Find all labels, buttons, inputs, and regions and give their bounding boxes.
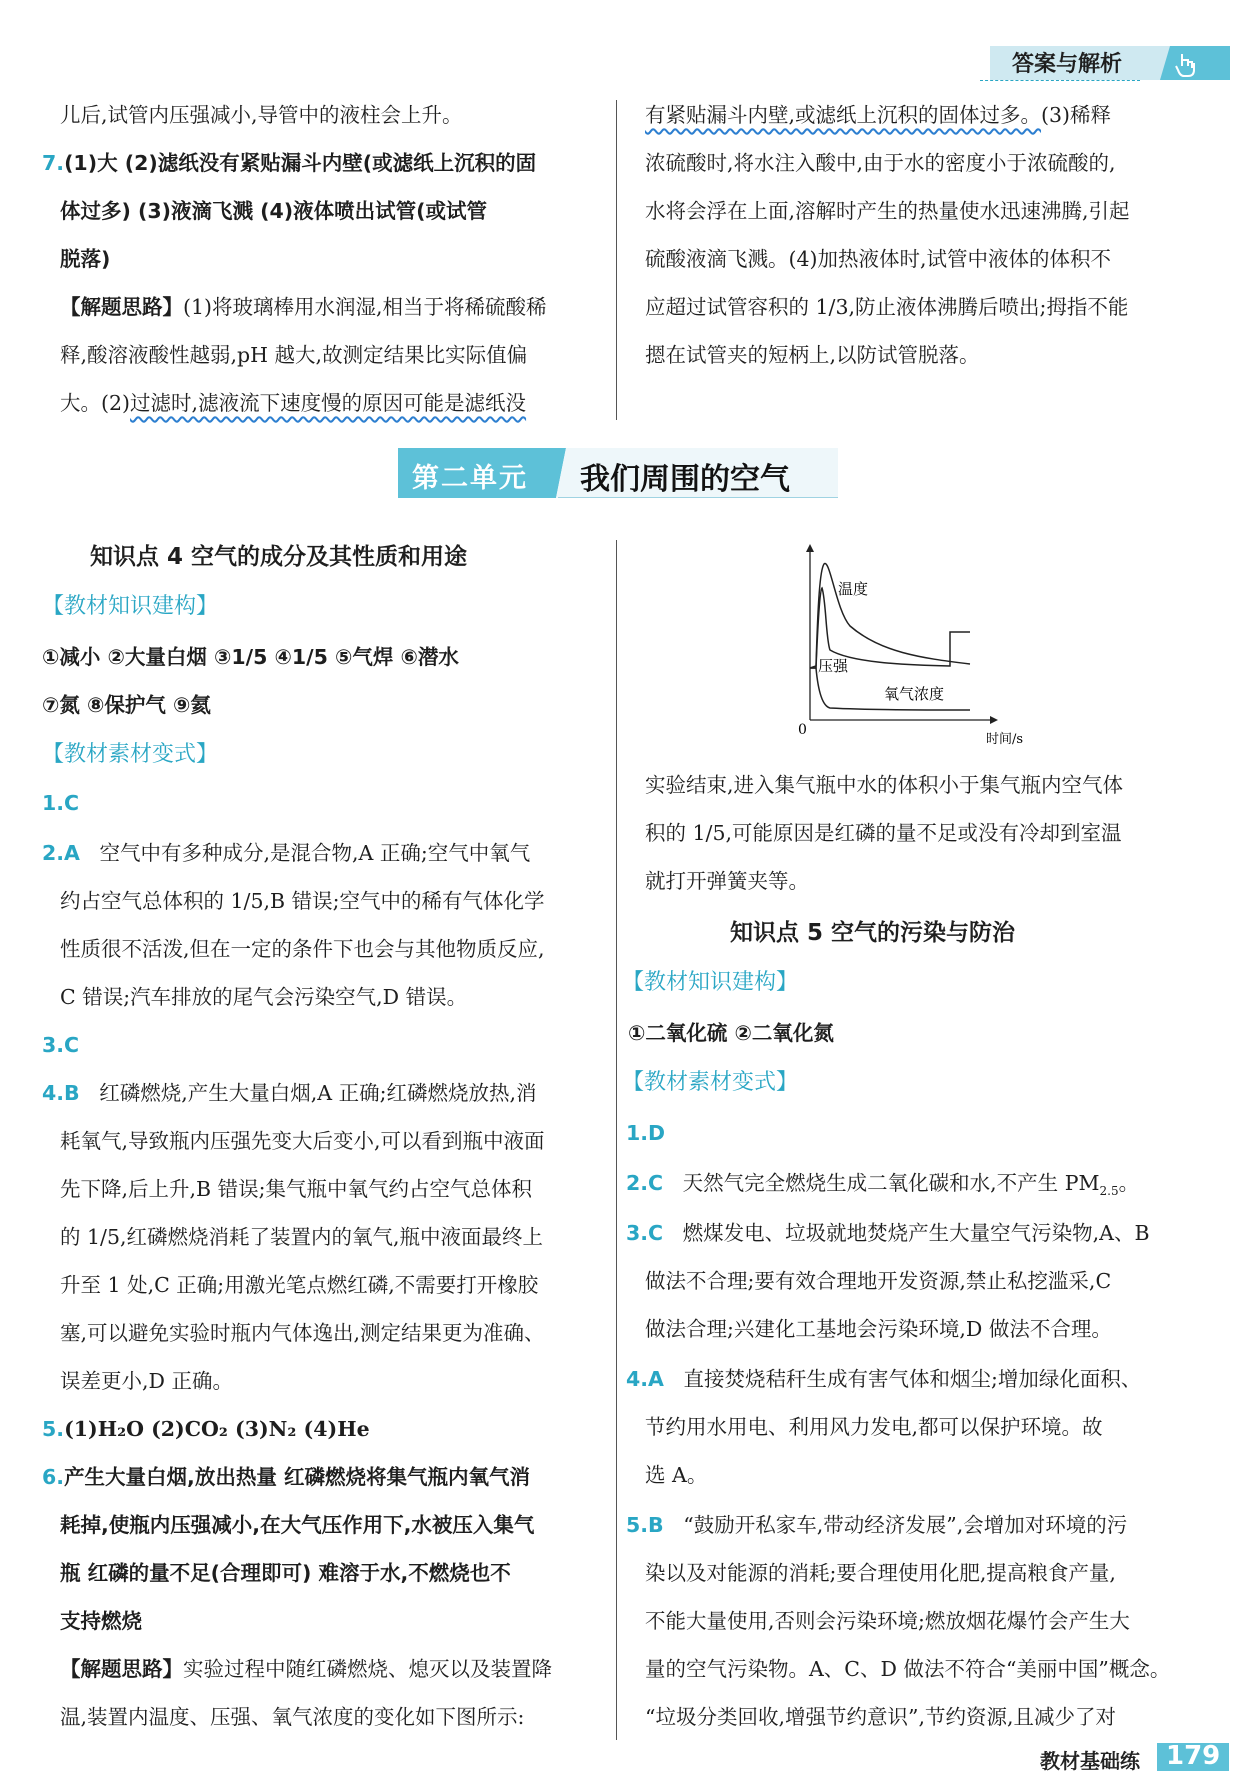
right-mid-line-2: 积的 1/5,可能原因是红磷的量不足或没有冷却到室温 xyxy=(645,821,1122,845)
x-axis-arrow xyxy=(990,716,998,724)
kp4-q4-line-3: 先下降,后上升,B 错误;集气瓶中氧气约占空气总体积 xyxy=(60,1177,533,1201)
kp5-q3-text-1: 燃煤发电、垃圾就地焚烧产生大量空气污染物,A、B xyxy=(682,1221,1150,1245)
kp5-q4-line-3: 选 A。 xyxy=(645,1463,708,1487)
kp5-q5-line-3: 不能大量使用,否则会污染环境;燃放烟花爆竹会产生大 xyxy=(645,1609,1130,1633)
q7-tip-line-2: 释,酸溶液酸性越弱,pH 越大,故测定结果比实际值偏 xyxy=(60,343,528,367)
kp5-q2-subscript: 2.5 xyxy=(1099,1184,1119,1199)
header-rule xyxy=(980,80,1140,81)
kp5-q3-line-1 xyxy=(626,1218,1150,1248)
kp5-q2-text: 天然气完全燃烧生成二氧化碳和水,不产生 PM xyxy=(682,1171,1100,1195)
q7-tip-text-1: (1)将玻璃棒用水润湿,相当于将稀硫酸稀 xyxy=(183,295,547,319)
right-top-underlined: 有紧贴漏斗内壁,或滤纸上沉积的固体过多。 xyxy=(645,103,1042,127)
kp4-q6-line-3: 瓶 红磷的量不足(合理即可) 难溶于水,不燃烧也不 xyxy=(60,1561,511,1585)
kp4-build-heading: 【教材知识建构】 xyxy=(42,594,219,619)
kp5-q4-text-1: 直接焚烧秸秆生成有害气体和烟尘;增加绿化面积、 xyxy=(683,1367,1142,1391)
kp4-q6-text-1: 产生大量白烟,放出热量 红磷燃烧将集气瓶内氧气消 xyxy=(64,1465,530,1489)
kp5-q4-number: 4.A xyxy=(626,1367,664,1391)
kp5-variant-heading: 【教材素材变式】 xyxy=(622,1070,799,1095)
kp4-q6-tip-text-1: 实验过程中随红磷燃烧、熄灭以及装置降 xyxy=(183,1657,552,1681)
page-header-title: 答案与解析 xyxy=(1012,52,1123,77)
series-pressure-line xyxy=(810,588,970,668)
combustion-chart xyxy=(790,540,1040,750)
left-top-line-1: 儿后,试管内压强减小,导管中的液柱会上升。 xyxy=(60,103,463,127)
origin-label: 0 xyxy=(798,722,807,738)
kp4-q6-tip-label: 【解题思路】 xyxy=(60,1657,183,1681)
kp4-q4-number: 4.B xyxy=(42,1081,80,1105)
q7-number: 7. xyxy=(42,151,65,175)
kp5-q2-number: 2.C xyxy=(626,1171,664,1195)
kp5-q5-text-1: “鼓励开私家车,带动经济发展”,会增加对环境的污 xyxy=(683,1513,1128,1537)
kp4-q4-line-7: 误差更小,D 正确。 xyxy=(60,1369,233,1393)
kp4-q5-answer: (1)H₂O (2)CO₂ (3)N₂ (4)He xyxy=(64,1417,370,1441)
kp4-q6-tip-line-1 xyxy=(60,1654,552,1684)
right-mid-line-1: 实验结束,进入集气瓶中水的体积小于集气瓶内空气体 xyxy=(645,773,1124,797)
y-axis-arrow xyxy=(806,544,814,552)
unit-label: 第二单元 xyxy=(412,463,528,494)
series-oxygen-label: 氧气浓度 xyxy=(884,685,945,703)
kp5-q3-number: 3.C xyxy=(626,1221,664,1245)
kp4-q5 xyxy=(42,1414,370,1444)
column-divider-bottom xyxy=(616,540,617,1740)
q7-tip-line-3 xyxy=(60,388,526,418)
kp5-q5-number: 5.B xyxy=(626,1513,664,1537)
kp4-q2-line-3: 性质很不活泼,但在一定的条件下也会与其他物质反应, xyxy=(60,937,545,961)
q7-answer-line-1 xyxy=(42,148,536,178)
kp4-q6-line-1 xyxy=(42,1462,530,1492)
kp5-title: 知识点 5 空气的污染与防治 xyxy=(730,920,1016,946)
kp5-build-heading: 【教材知识建构】 xyxy=(622,970,799,995)
right-top-line-2: 浓硫酸时,将水注入酸中,由于水的密度小于浓硫酸的, xyxy=(645,151,1116,175)
x-axis-label: 时间/s xyxy=(986,732,1024,747)
pointer-hand-icon xyxy=(1172,50,1200,78)
q7-answer-line-3: 脱落) xyxy=(60,247,111,271)
kp5-q3-line-3: 做法合理;兴建化工基地会污染环境,D 做法不合理。 xyxy=(645,1317,1112,1341)
kp4-q1: 1.C xyxy=(42,791,80,815)
kp4-q4-line-1 xyxy=(42,1078,537,1108)
right-top-line-4: 硫酸液滴飞溅。(4)加热液体时,试管中液体的体积不 xyxy=(645,247,1112,271)
kp4-q3: 3.C xyxy=(42,1033,80,1057)
right-top-line-5: 应超过试管容积的 1/3,防止液体沸腾后喷出;拇指不能 xyxy=(645,295,1129,319)
kp4-q5-number: 5. xyxy=(42,1417,65,1441)
kp4-q6-line-2: 耗掉,使瓶内压强减小,在大气压作用下,水被压入集气 xyxy=(60,1513,535,1537)
kp4-title: 知识点 4 空气的成分及其性质和用途 xyxy=(90,544,468,570)
kp4-q6-tip-line-2: 温,装置内温度、压强、氧气浓度的变化如下图所示: xyxy=(60,1705,525,1729)
kp5-q5-line-2: 染以及对能源的消耗;要合理使用化肥,提高粮食产量, xyxy=(645,1561,1116,1585)
q7-tip-text-3: 大。(2) xyxy=(60,391,131,415)
q7-answer: (1)大 (2)滤纸没有紧贴漏斗内壁(或滤纸上沉积的固 xyxy=(64,151,537,175)
kp5-q5-line-1 xyxy=(626,1510,1127,1540)
kp4-q4-line-6: 塞,可以避免实验时瓶内气体逸出,测定结果更为准确、 xyxy=(60,1321,545,1345)
kp4-q2-text-1: 空气中有多种成分,是混合物,A 正确;空气中氧气 xyxy=(99,841,531,865)
kp4-q4-line-2: 耗氧气,导致瓶内压强先变大后变小,可以看到瓶中液面 xyxy=(60,1129,545,1153)
kp4-q2-number: 2.A xyxy=(42,841,80,865)
series-pressure-label: 压强 xyxy=(818,657,849,675)
kp4-q6-line-4: 支持燃烧 xyxy=(60,1609,142,1633)
kp4-q2-line-1 xyxy=(42,838,530,868)
kp4-q2-line-2: 约占空气总体积的 1/5,B 错误;空气中的稀有气体化学 xyxy=(60,889,545,913)
kp5-answers: ①二氧化硫 ②二氧化氮 xyxy=(628,1021,834,1045)
right-top-rest: (3)稀释 xyxy=(1041,103,1112,127)
kp5-q3-line-2: 做法不合理;要有效合理地开发资源,禁止私挖滥采,C xyxy=(645,1269,1112,1293)
q7-tip-text-3-underlined: 过滤时,滤液流下速度慢的原因可能是滤纸没 xyxy=(130,391,527,415)
kp4-q6-number: 6. xyxy=(42,1465,65,1489)
kp4-q4-text-1: 红磷燃烧,产生大量白烟,A 正确;红磷燃烧放热,消 xyxy=(99,1081,537,1105)
right-mid-line-3: 就打开弹簧夹等。 xyxy=(645,869,809,893)
kp5-q1: 1.D xyxy=(626,1121,666,1145)
kp4-q4-line-5: 升至 1 处,C 正确;用激光笔点燃红磷,不需要打开橡胶 xyxy=(60,1273,539,1297)
kp4-answers-2: ⑦氮 ⑧保护气 ⑨氦 xyxy=(42,693,211,717)
unit-title: 我们周围的空气 xyxy=(580,462,790,497)
tip-label: 【解题思路】 xyxy=(60,295,183,319)
kp4-q4-line-4: 的 1/5,红磷燃烧消耗了装置内的氧气,瓶中液面最终上 xyxy=(60,1225,544,1249)
kp4-q2-line-4: C 错误;汽车排放的尾气会污染空气,D 错误。 xyxy=(60,985,468,1009)
kp5-q5-line-4: 量的空气污染物。A、C、D 做法不符合“美丽中国”概念。 xyxy=(645,1657,1171,1681)
right-top-line-6: 摁在试管夹的短柄上,以防试管脱落。 xyxy=(645,343,980,367)
kp5-q2-end: 。 xyxy=(1118,1171,1140,1195)
unit-banner xyxy=(398,448,838,498)
column-divider-top xyxy=(616,100,617,420)
kp5-q5-line-5: “垃圾分类回收,增强节约意识”,节约资源,且减少了对 xyxy=(645,1705,1117,1729)
kp4-variant-heading: 【教材素材变式】 xyxy=(42,742,219,767)
q7-answer-line-2: 体过多) (3)液滴飞溅 (4)液体喷出试管(或试管 xyxy=(60,199,488,223)
q7-tip-line-1 xyxy=(60,292,547,322)
kp5-q2 xyxy=(626,1168,1139,1206)
right-top-line-1 xyxy=(645,100,1111,130)
footer-label: 教材基础练 xyxy=(1040,1749,1140,1773)
page-number: 179 xyxy=(1166,1741,1221,1771)
right-top-line-3: 水将会浮在上面,溶解时产生的热量使水迅速沸腾,引起 xyxy=(645,199,1130,223)
kp5-q4-line-2: 节约用水用电、利用风力发电,都可以保护环境。故 xyxy=(645,1415,1103,1439)
series-temperature-label: 温度 xyxy=(838,580,869,598)
kp5-q4-line-1 xyxy=(626,1364,1141,1394)
kp4-answers-1: ①减小 ②大量白烟 ③1/5 ④1/5 ⑤气焊 ⑥潜水 xyxy=(42,645,459,669)
